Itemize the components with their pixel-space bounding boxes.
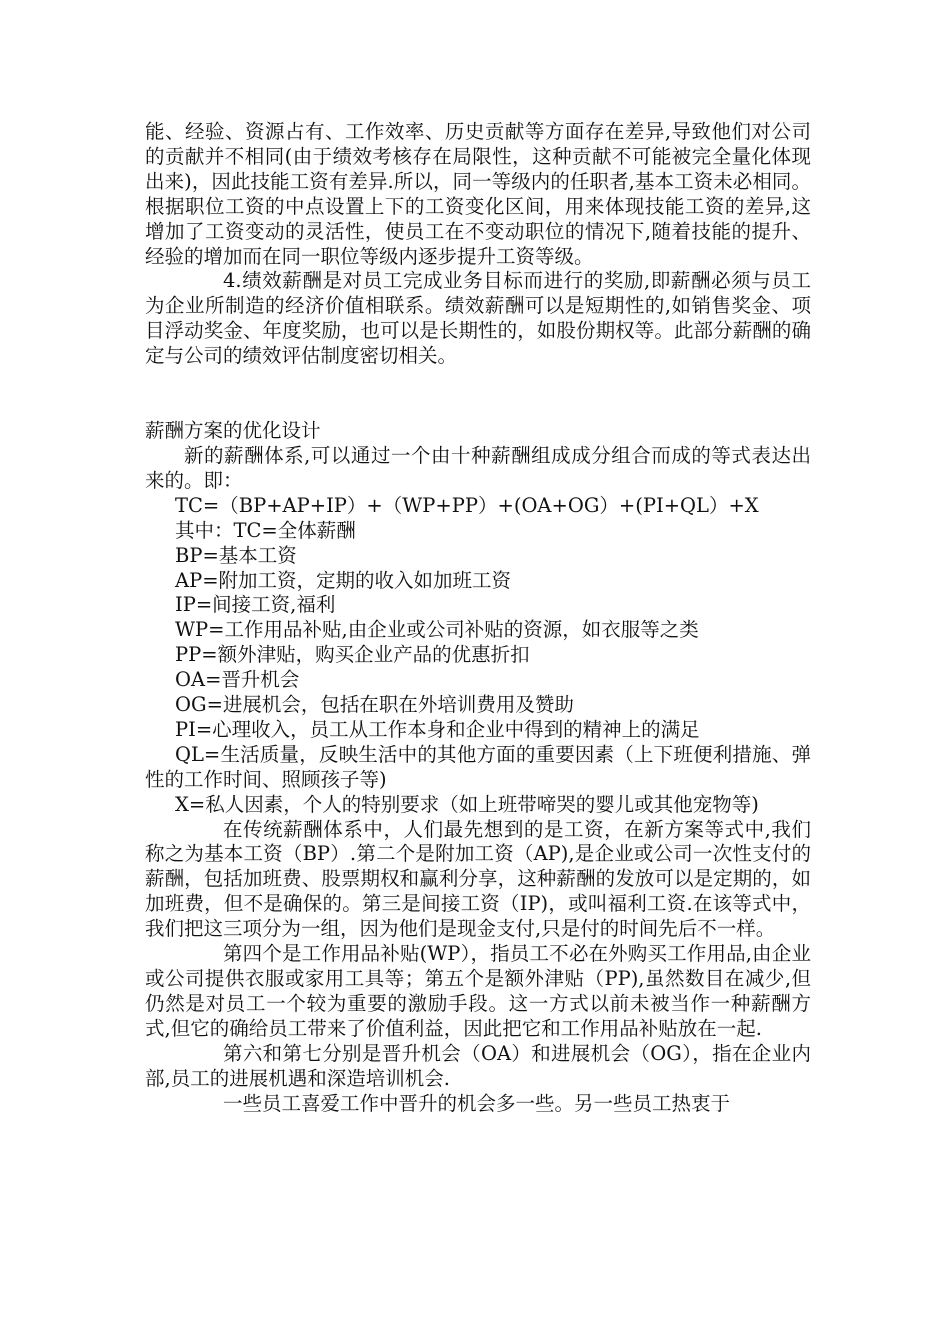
section-title: 薪酬方案的优化设计 — [145, 419, 321, 443]
definition-oa: OA=晋升机会 — [175, 668, 300, 692]
definition-wp: WP=工作用品补贴,由企业或公司补贴的资源，如衣服等之类 — [175, 618, 699, 642]
definition-tc: 其中：TC=全体薪酬 — [175, 518, 356, 542]
paragraph-wp-pp: 第四个是工作用品补贴(WP），指员工不必在外购买工作用品,由企业或公司提供衣服或家用工具等；第五个是额外津贴（PP),虽然数目在减少,但仍然是对员工一个较为重要的激励手段。这一方式以前未被当作一种薪酬方式,但它的确给员工带来了价值利益，因此把它和工作用品补贴放在一起. — [145, 942, 811, 1040]
definition-x: X=私人因素，个人的特别要求（如上班带啼哭的婴儿或其他宠物等) — [175, 792, 759, 816]
formula-line: TC=（BP+AP+IP）+（WP+PP）+(OA+OG）+(PI+QL）+X — [175, 493, 759, 517]
definition-ip: IP=间接工资,福利 — [175, 593, 336, 617]
definition-ql: QL=生活质量，反映生活中的其他方面的重要因素（上下班便利措施、弹性的工作时间、照顾孩子等) — [145, 742, 811, 791]
definition-ap: AP=附加工资，定期的收入如加班工资 — [175, 568, 512, 592]
definition-bp: BP=基本工资 — [175, 543, 297, 567]
definition-pp: PP=额外津贴，购买企业产品的优惠折扣 — [175, 643, 530, 667]
paragraph-traditional-pay: 在传统薪酬体系中，人们最先想到的是工资，在新方案等式中,我们称之为基本工资（BP）.第二个是附加工资（AP),是企业或公司一次性支付的薪酬，包括加班费、股票期权和赢利分享，这种薪酬的发放可以是定期的，如加班费，但不是确保的。第三是间接工资（IP)，或叫福利工资.在该等式中，我们把这三项分为一组，因为他们是现金支付,只是付的时间先后不一样。 — [145, 817, 811, 941]
paragraph-oa-og: 第六和第七分别是晋升机会（OA）和进展机会（OG），指在企业内部,员工的进展机遇和深造培训机会. — [145, 1041, 811, 1090]
definition-pi: PI=心理收入，员工从工作本身和企业中得到的精神上的满足 — [175, 717, 700, 741]
document-page — [145, 120, 811, 1116]
paragraph-promotion: 一些员工喜爱工作中晋升的机会多一些。另一些员工热衷于 — [223, 1091, 731, 1115]
paragraph-skill-wage: 能、经验、资源占有、工作效率、历史贡献等方面存在差异,导致他们对公司的贡献并不相同(由于绩效考核存在局限性，这种贡献不可能被完全量化体现出来)，因此技能工资有差异.所以，同一等级内的任职者,基本工资未必相同。根据职位工资的中点设置上下的工资变化区间，用来体现技能工资的差异,这增加了工资变动的灵活性，使员工在不变动职位的情况下,随着技能的提升、经验的增加而在同一职位等级内逐步提升工资等级。 — [145, 120, 811, 268]
definition-og: OG=进展机会，包括在职在外培训费用及赞助 — [175, 693, 574, 717]
section-gap — [145, 369, 811, 419]
section-intro: 新的薪酬体系,可以通过一个由十种薪酬组成成分组合而成的等式表达出来的。即： — [145, 443, 811, 492]
paragraph-performance-pay: 4.绩效薪酬是对员工完成业务目标而进行的奖励,即薪酬必须与员工为企业所制造的经济价值相联系。绩效薪酬可以是短期性的,如销售奖金、项目浮动奖金、年度奖励，也可以是长期性的，如股份期权等。此部分薪酬的确定与公司的绩效评估制度密切相关。 — [145, 269, 811, 368]
